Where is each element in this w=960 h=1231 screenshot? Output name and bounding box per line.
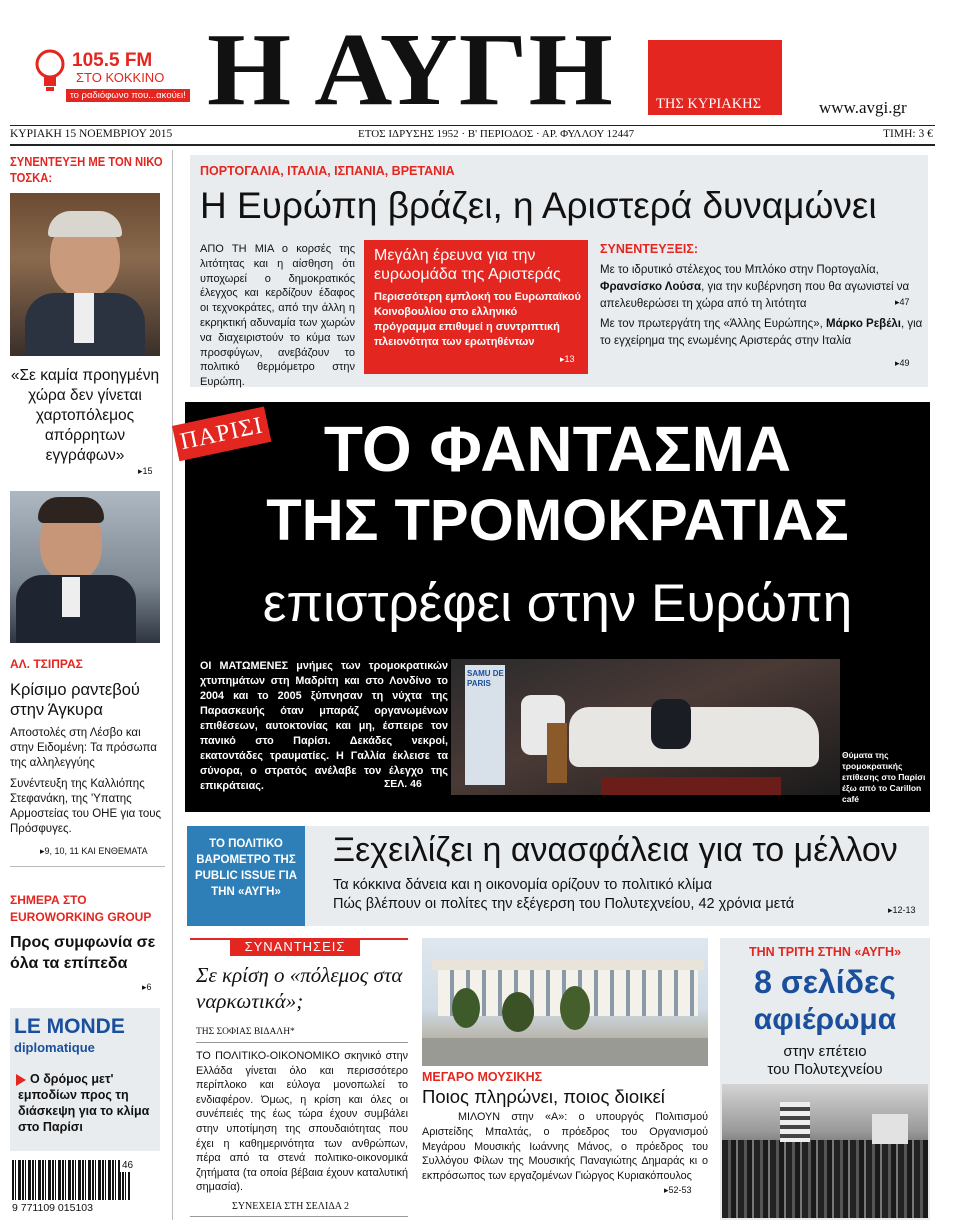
interview-1: [600, 262, 925, 313]
tuesday-big-1: 8 σελίδες: [754, 964, 896, 1000]
paris-headline-2: ΤΗΣ ΤΡΟΜΟΚΡΑΤΙΑΣ: [266, 488, 849, 553]
paris-tag-text: ΠΑΡΙΣΙ: [177, 412, 266, 456]
barcode-issue: 46: [122, 1160, 134, 1171]
tsipras-kicker: ΑΛ. ΤΣΙΠΡΑΣ: [10, 657, 83, 671]
interview-2-post: , για το εγχείρημα της ενωμένης Αριστεράς στην Ιταλία: [600, 318, 923, 347]
barcode-number: 9 771109 015103: [12, 1202, 93, 1214]
meetings-author-rule: [196, 1042, 408, 1043]
europe-lede: ΑΠΟ ΤΗ ΜΙΑ ο κορσές της λιτότητας και η αίσθηση ότι υποχωρεί ο δημοκρατικός έλεγχος και κερδίζουν έδαφος οι τεχνοκράτες, από την άλλη η εκρηκτική αδυναμία των χωρών να διαχειριστούν το κύμα των προσφύγων, ανεβάζουν το πολιτικό θερμόμετρο στην Ευρώπη.: [200, 243, 355, 389]
tsipras-pages: ▸ 9, 10, 11 ΚΑΙ ΕΝΘΕΜΑΤΑ: [40, 846, 148, 857]
europe-research-box[interactable]: [364, 240, 588, 374]
paris-photo: [451, 659, 840, 795]
price: ΤΙΜΗ: 3 €: [883, 128, 933, 140]
barometer-page: ▸ 12-13: [888, 905, 916, 916]
euro-page: ▸ 6: [142, 982, 152, 993]
left-rule-1: [10, 866, 165, 867]
interview-1-name: Φρανσίσκο Λούσα: [600, 281, 702, 293]
megaro-title: Ποιος πληρώνει, ποιος διοικεί: [422, 1086, 665, 1107]
paris-caption: Θύματα της τρομοκρατικής επίθεσης στο Παρίσι έξω από το Carillon café: [842, 750, 926, 804]
paris-page: ΣΕΛ. 46: [384, 778, 422, 790]
europe-kicker: ΠΟΡΤΟΓΑΛΙΑ, ΙΤΑΛΙΑ, ΙΣΠΑΝΙΑ, ΒΡΕΤΑΝΙΑ: [200, 164, 455, 178]
interview-page: ▸ 15: [138, 466, 153, 477]
paris-headline-1: ΤΟ ΦΑΝΤΑΣΜΑ: [323, 413, 792, 485]
interview-kicker: ΣΥΝΕΝΤΕΥΞΗ ΜΕ ΤΟΝ ΝΙΚΟ ΤΟΣΚΑ:: [10, 155, 163, 185]
meetings-kicker: ΣΥΝΑΝΤΗΣΕΙΣ: [230, 938, 360, 956]
interview-1-pre: Με το ιδρυτικό στέλεχος του Μπλόκο στην Πορτογαλία,: [600, 264, 879, 276]
meetings-continue[interactable]: ΣΥΝΕΧΕΙΑ ΣΤΗ ΣΕΛΙΔΑ 2: [232, 1201, 349, 1212]
paris-text: ΟΙ ΜΑΤΩΜΕΝΕΣ μνήμες των τρομοκρατικών χτυπημάτων στη Μαδρίτη και στο Λονδίνο το 2004 και το 2005 ξύπνησαν τη νύχτα της Παρασκευής όταν μπαράζ οργανωμένων επιθέσεων, αυτοκτονίας και μη, έσπειρε τον πανικό στο Παρίσι. Δεκάδες νεκροί, εκατοντάδες τραυματίες. Η Γαλλία έκλεισε τα σύνορα, ο στρατός ανέλαβε τον έλεγχο της επικράτειας.: [200, 660, 448, 792]
tuesday-big-2: αφιέρωμα: [753, 1003, 897, 1036]
photo-sign: SAMU DE PARIS: [467, 669, 504, 688]
masthead-subtitle: ΤΗΣ ΚΥΡΙΑΚΗΣ: [656, 96, 762, 112]
barcode: [12, 1160, 130, 1200]
europe-box-title: Μεγάλη έρευνα για την ευρωομάδα της Αριστεράς: [374, 247, 561, 283]
barometer-headline: Ξεχειλίζει η ανασφάλεια για το μέλλον: [333, 831, 898, 869]
megaro-text: ΜΙΛΟΥΝ στην «Α»: ο υπουργός Πολιτισμού Αριστείδης Μπαλτάς, ο πρόεδρος του Οργανισμού Μεγάρου Μουσικής Ιωάννης Μάνος, ο πρόεδρος του Συλλόγου Φίλων της Μουσικής Παναγιώτης Δημαράς κι ο εκπρόσωπος των εργαζομένων Γιώργος Κυριακόπουλος: [422, 1111, 708, 1183]
radio-logo: [22, 46, 186, 106]
masthead-title: Η ΑΥΓΗ: [207, 12, 614, 127]
meetings-title: Σε κρίση ο «πόλεμος στα ναρκωτικά»;: [196, 963, 403, 1013]
masthead-rule-top: [10, 125, 935, 126]
paris-headline-3: επιστρέφει στην Ευρώπη: [262, 574, 853, 633]
monde-title: LE MONDE: [14, 1015, 125, 1038]
column-divider: [172, 150, 173, 1220]
interview-2-name: Μάρκο Ρεβέλι: [826, 318, 901, 330]
meetings-author: ΤΗΣ ΣΟΦΙΑΣ ΒΙΔΑΛΗ*: [196, 1027, 295, 1037]
meetings-text: ΤΟ ΠΟΛΙΤΙΚΟ-ΟΙΚΟΝΟΜΙΚΟ σκηνικό στην Ελλάδα γίνεται όλο και περισσότερο περίπλοκο και εύλογα μονοπωλεί το ενδιαφέρον. Όμως, η κρίση και όλες οι συνέπειές της έως τώρα έχουν συμβάλει στην υποτίμηση της σπουδαιότητας που έχει η καθημερινότητα των ανθρώπων, πέρα από τα στενά πολιτικο-οικονομικά ζητήματα (τα οποία βέβαια έχουν καταλυτική σημασία).: [196, 1050, 408, 1194]
issue-info: ΕΤΟΣ ΙΔΡΥΣΗΣ 1952 · Β' ΠΕΡΙΟΔΟΣ · ΑΡ. ΦΥΛΛΟΥ 12447: [358, 128, 635, 140]
euro-kicker: ΣΗΜΕΡΑ ΣΤΟ EUROWORKING GROUP: [10, 893, 152, 924]
lightbulb-icon: [32, 46, 68, 96]
tuesday-sub-1: στην επέτειο: [783, 1043, 867, 1060]
tosca-photo: [10, 193, 160, 356]
masthead-rule-bottom: [10, 144, 935, 146]
barometer-line-1: Τα κόκκινα δάνεια και η οικονομία ορίζουν το πολιτικό κλίμα: [333, 877, 712, 893]
barometer-line-2: Πώς βλέπουν οι πολίτες την εξέγερση του Πολυτεχνείου, 42 χρόνια μετά: [333, 896, 795, 912]
radio-name: ΣΤΟ ΚΟΚΚΙΝΟ: [76, 70, 165, 85]
tuesday-kicker: ΤΗΝ ΤΡΙΤΗ ΣΤΗΝ «ΑΥΓΗ»: [748, 945, 902, 959]
interview-quote: «Σε καμία προηγμένη χώρα δεν γίνεται χαρτοπόλεμος απόρρητων εγγράφων»: [10, 367, 160, 464]
interview-1-post: , για την κυβέρνηση που θα αγωνιστεί να απελευθερώσει τη χώρα από τη λιτότητα: [600, 281, 910, 310]
europe-box-text: Περισσότερη εμπλοκή του Ευρωπαϊκού Κοινοβουλίου στο ελληνικό πρόγραμμα επιθυμεί η συντριπτική πλειονότητα των ερωτηθέντων: [374, 291, 581, 348]
europe-headline: Η Ευρώπη βράζει, η Αριστερά δυναμώνει: [200, 185, 877, 226]
monde-subtitle: diplomatique: [14, 1040, 95, 1055]
megaro-kicker: ΜΕΓΑΡΟ ΜΟΥΣΙΚΗΣ: [422, 1070, 543, 1084]
tuesday-sub-2: του Πολυτεχνείου: [767, 1061, 883, 1078]
barometer-label-box: [187, 826, 305, 926]
interview-1-page: ▸ 47: [895, 297, 910, 308]
monde-panel: [10, 1008, 160, 1151]
interview-2-pre: Με τον πρωτεργάτη της «Άλλης Ευρώπης»,: [600, 318, 823, 330]
interview-2: [600, 316, 925, 350]
euro-title: Προς συμφωνία σε όλα τα επίπεδα: [10, 934, 156, 972]
tsipras-title: Κρίσιμο ραντεβού στην Άγκυρα: [10, 681, 140, 719]
barometer-label: ΤΟ ΠΟΛΙΤΙΚΟ ΒΑΡΟΜΕΤΡΟ ΤΗΣ PUBLIC ISSUE ΓΙΑ ΤΗΝ «ΑΥΓΗ»: [194, 838, 298, 898]
meetings-bottom-rule: [190, 1216, 408, 1217]
polytechnic-photo: [722, 1084, 928, 1218]
radio-frequency: 105.5 FM: [72, 50, 153, 71]
tsipras-photo: [10, 491, 160, 643]
website-link[interactable]: www.avgi.gr: [819, 98, 907, 117]
interviews-kicker: ΣΥΝΕΝΤΕΥΞΕΙΣ:: [600, 242, 699, 256]
europe-box-page: ▸ 13: [560, 354, 575, 365]
monde-text: Ο δρόμος μετ' εμποδίων προς τη διάσκεψη για το κλίμα στο Παρίσι: [18, 1072, 150, 1134]
megaro-photo: [422, 938, 708, 1066]
tsipras-text-2: Συνέντευξη της Καλλιόπης Στεφανάκη, της 'Υπατης Αρμοστείας του ΟΗΕ για τους Πρόσφυγες.: [10, 778, 162, 835]
interview-2-page: ▸ 49: [895, 358, 910, 369]
issue-date: ΚΥΡΙΑΚΗ 15 ΝΟΕΜΒΡΙΟΥ 2015: [10, 128, 173, 140]
radio-tagline: το ραδιόφωνο που...ακούει!: [66, 89, 190, 102]
megaro-page: ▸ 52-53: [664, 1185, 692, 1196]
tsipras-text-1: Αποστολές στη Λέσβο και στην Ειδομένη: Τα πρόσωπα της αλληλεγγύης: [10, 727, 157, 769]
